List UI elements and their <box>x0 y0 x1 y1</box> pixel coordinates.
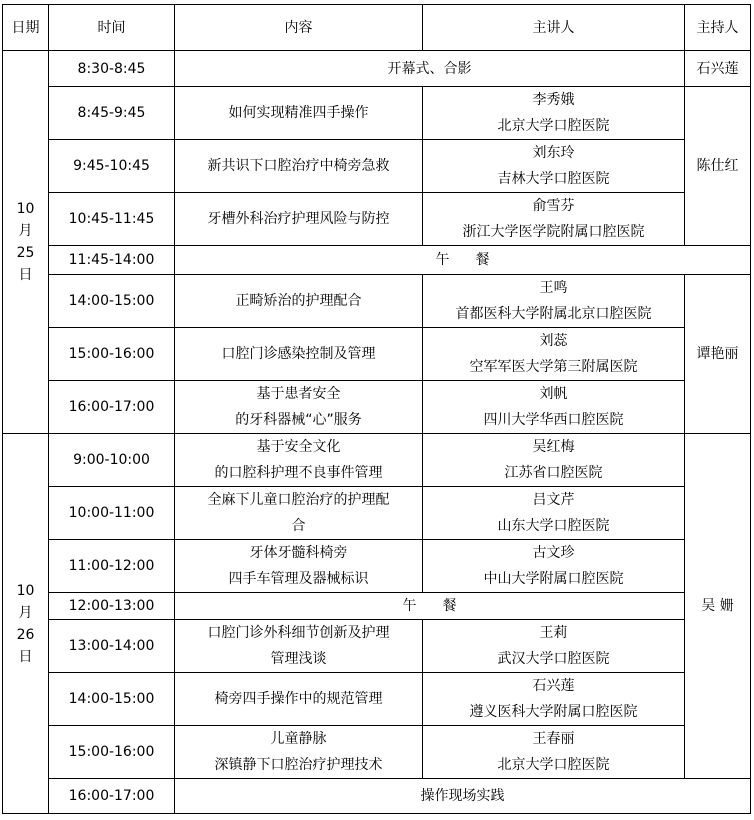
content-cell: 基于安全文化 的口腔科护理不良事件管理 <box>175 434 423 487</box>
table-row <box>3 673 751 726</box>
table-row <box>3 140 751 193</box>
time-cell: 15:00-16:00 <box>49 726 175 779</box>
speaker-org: 四川大学华西口腔医院 <box>483 412 624 428</box>
schedule-table <box>2 4 751 814</box>
content-cell: 儿童静脉 深镇静下口腔治疗护理技术 <box>175 726 423 779</box>
header-speaker: 主讲人 <box>423 5 685 51</box>
speaker-name: 刘帆 <box>539 386 568 402</box>
table-row <box>3 193 751 246</box>
speaker-name: 石兴莲 <box>532 678 575 694</box>
content-cell: 新共识下口腔治疗中椅旁急救 <box>175 140 423 193</box>
content-cell: 椅旁四手操作中的规范管理 <box>175 673 423 726</box>
speaker-name: 王鸣 <box>539 280 568 296</box>
content-cell: 正畸矫治的护理配合 <box>175 275 423 328</box>
speaker-cell <box>423 540 685 593</box>
lunch-cell: 午 餐 <box>175 246 751 275</box>
date-day1: 10 月 25 日 <box>3 51 49 434</box>
speaker-name: 刘蕊 <box>539 333 568 349</box>
speaker-name: 王春丽 <box>532 731 575 747</box>
speaker-cell <box>423 487 685 540</box>
time-cell: 10:45-11:45 <box>49 193 175 246</box>
content-cell: 如何实现精准四手操作 <box>175 87 423 140</box>
host-cell: 陈仕红 <box>685 87 751 246</box>
host-cell: 谭艳丽 <box>685 275 751 434</box>
time-cell: 14:00-15:00 <box>49 673 175 726</box>
header-content: 内容 <box>175 5 423 51</box>
table-row <box>3 87 751 140</box>
speaker-org: 遵义医科大学附属口腔医院 <box>469 704 638 720</box>
content-cell: 口腔门诊感染控制及管理 <box>175 328 423 381</box>
table-row <box>3 620 751 673</box>
time-cell: 14:00-15:00 <box>49 275 175 328</box>
time-cell: 10:00-11:00 <box>49 487 175 540</box>
speaker-name: 王莉 <box>539 625 568 641</box>
table-row <box>3 246 751 275</box>
speaker-cell <box>423 275 685 328</box>
table-row <box>3 779 751 814</box>
content-cell: 牙槽外科治疗护理风险与防控 <box>175 193 423 246</box>
lunch-cell: 午 餐 <box>175 593 685 620</box>
time-cell: 11:00-12:00 <box>49 540 175 593</box>
speaker-org: 北京大学口腔医院 <box>497 118 610 134</box>
speaker-name: 古文珍 <box>532 545 575 561</box>
time-cell: 12:00-13:00 <box>49 593 175 620</box>
header-date: 日期 <box>3 5 49 51</box>
speaker-org: 吉林大学口腔医院 <box>497 171 610 187</box>
host-cell: 石兴莲 <box>685 51 751 87</box>
speaker-cell <box>423 434 685 487</box>
speaker-org: 首都医科大学附属北京口腔医院 <box>455 306 652 322</box>
content-cell: 开幕式、合影 <box>175 51 685 87</box>
time-cell: 11:45-14:00 <box>49 246 175 275</box>
speaker-name: 吴红梅 <box>532 439 575 455</box>
header-host: 主持人 <box>685 5 751 51</box>
time-cell: 8:30-8:45 <box>49 51 175 87</box>
speaker-cell <box>423 87 685 140</box>
speaker-name: 吕文芹 <box>532 492 575 508</box>
date-day2: 10 月 26 日 <box>3 434 49 814</box>
header-time: 时间 <box>49 5 175 51</box>
speaker-name: 刘东玲 <box>532 145 575 161</box>
header-row <box>3 5 751 51</box>
table-row <box>3 593 751 620</box>
host-cell: 吴 姗 <box>685 434 751 779</box>
table-row <box>3 381 751 434</box>
speaker-cell <box>423 193 685 246</box>
content-cell: 牙体牙髓科椅旁 四手车管理及器械标识 <box>175 540 423 593</box>
speaker-org: 江苏省口腔医院 <box>504 465 603 481</box>
table-row <box>3 51 751 87</box>
speaker-cell <box>423 328 685 381</box>
table-row <box>3 328 751 381</box>
speaker-cell <box>423 140 685 193</box>
speaker-cell <box>423 726 685 779</box>
table-row <box>3 487 751 540</box>
table-row <box>3 275 751 328</box>
speaker-org: 中山大学附属口腔医院 <box>483 571 624 587</box>
speaker-cell <box>423 620 685 673</box>
content-cell: 基于患者安全 的牙科器械“心”服务 <box>175 381 423 434</box>
content-cell: 全麻下儿童口腔治疗的护理配 合 <box>175 487 423 540</box>
speaker-cell <box>423 381 685 434</box>
table-row <box>3 540 751 593</box>
speaker-org: 武汉大学口腔医院 <box>497 651 610 667</box>
time-cell: 16:00-17:00 <box>49 381 175 434</box>
speaker-name: 李秀娥 <box>532 92 575 108</box>
speaker-org: 浙江大学医学院附属口腔医院 <box>462 224 645 240</box>
speaker-name: 俞雪芬 <box>532 198 575 214</box>
table-row <box>3 434 751 487</box>
content-cell: 操作现场实践 <box>175 779 751 814</box>
speaker-cell <box>423 673 685 726</box>
time-cell: 16:00-17:00 <box>49 779 175 814</box>
speaker-org: 空军军医大学第三附属医院 <box>469 359 638 375</box>
time-cell: 9:00-10:00 <box>49 434 175 487</box>
speaker-org: 山东大学口腔医院 <box>497 518 610 534</box>
time-cell: 15:00-16:00 <box>49 328 175 381</box>
speaker-org: 北京大学口腔医院 <box>497 757 610 773</box>
content-cell: 口腔门诊外科细节创新及护理 管理浅谈 <box>175 620 423 673</box>
table-row <box>3 726 751 779</box>
time-cell: 13:00-14:00 <box>49 620 175 673</box>
time-cell: 9:45-10:45 <box>49 140 175 193</box>
time-cell: 8:45-9:45 <box>49 87 175 140</box>
